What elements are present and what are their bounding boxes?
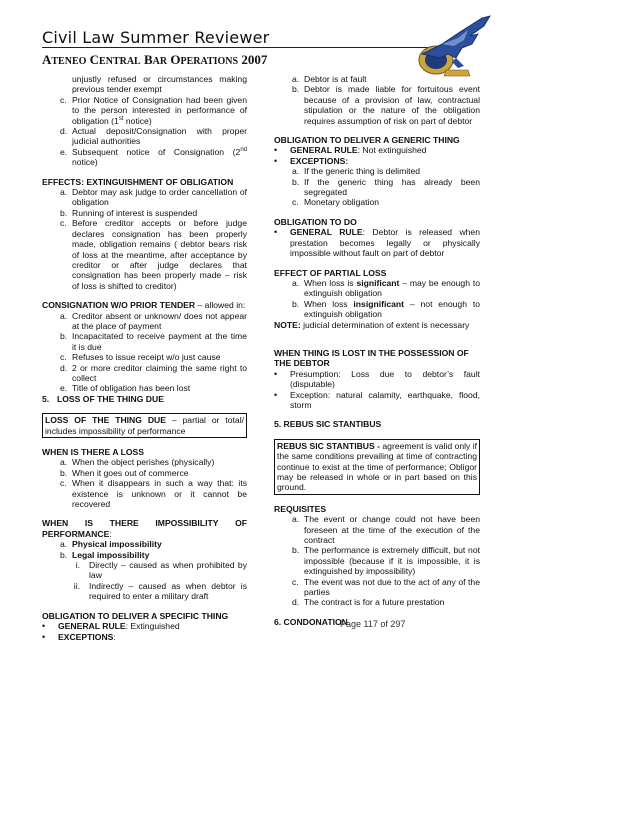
section-number-heading: 5. LOSS OF THE THING DUE xyxy=(42,393,164,404)
section-heading: 6. CONDONATION xyxy=(274,616,348,627)
bullet-item: • Exception: natural calamity, earthquake, flood, storm xyxy=(274,389,480,410)
section-heading-cont: PERFORMANCE: xyxy=(42,528,112,539)
section-heading: CONSIGNATION W/O PRIOR TENDER – allowed in: xyxy=(42,300,246,311)
bullet-item: • EXCEPTIONS: xyxy=(42,631,116,642)
bullet-item: • GENERAL RULE: Not extinguished xyxy=(274,145,427,156)
list-item: b. Running of interest is suspended xyxy=(60,207,198,218)
list-item: a. Debtor may ask judge to order cancellation of obligation xyxy=(60,187,247,208)
definition-box: REBUS SIC STANTIBUS - agreement is valid only if the same conditions prevailing at time of contracting continue to exist at the time of performance; Obligor may be released in whole or in part based on this ground. xyxy=(274,439,480,495)
bullet-item: • GENERAL RULE: Extinguished xyxy=(42,621,180,632)
list-item: b. Legal impossibility xyxy=(60,549,150,560)
list-item: d. Actual deposit/Consignation with proper judicial authorities xyxy=(60,126,247,147)
list-item: a. When the object perishes (physically) xyxy=(60,457,215,468)
list-item: ii. Indirectly – caused as when debtor is required to enter a military draft xyxy=(73,580,247,602)
list-item: a. The event or change could not have been foreseen at the time of the execution of the contract xyxy=(292,514,480,546)
list-item: e. Title of obligation has been lost xyxy=(60,383,191,394)
section-heading: OBLIGATION TO DELIVER A SPECIFIC THING xyxy=(42,610,229,621)
list-item: c. Refuses to issue receipt w/o just cause xyxy=(60,352,221,363)
list-item: b. When it goes out of commerce xyxy=(60,467,189,478)
section-heading: OBLIGATION TO DO xyxy=(274,216,357,227)
section-heading: WHEN IS THERE IMPOSSIBILITY OF xyxy=(42,518,247,529)
definition-box: LOSS OF THE THING DUE – partial or total/ includes impossibility of performance xyxy=(42,413,247,438)
list-item: d. 2 or more creditor claiming the same right to collect xyxy=(60,362,247,383)
list-item: c. The event was not due to the act of any of the parties xyxy=(292,576,480,598)
section-heading: 5. REBUS SIC STANTIBUS xyxy=(274,419,382,430)
specific-list xyxy=(42,621,247,642)
reviewer-title: Civil Law Summer Reviewer xyxy=(42,28,270,47)
section-heading: EFFECTS: EXTINGUISHMENT OF OBLIGATION xyxy=(42,176,234,187)
note-text: NOTE: judicial determination of extent is necessary xyxy=(274,319,470,330)
list-item: unjustly refused or circumstances making previous tender exempt xyxy=(72,74,247,95)
list-item: b. Incapacitated to receive payment at the time it is due xyxy=(60,331,247,352)
eagle-emblem-icon xyxy=(412,14,496,80)
list-item: e. Subsequent notice of Consignation (2nd notice) xyxy=(60,146,247,168)
consignation-list xyxy=(42,311,247,394)
specific-exceptions-list xyxy=(274,74,480,126)
list-item: b. The performance is extremely difficult, but not impossible (because if it is impossible, it is extinguished by impossibility) xyxy=(292,545,480,577)
list-item: c. When it disappears in such a way that: its existence is unknown or it cannot be recovered xyxy=(60,478,247,510)
generic-exceptions-list xyxy=(274,166,480,208)
list-item: a. Debtor is at fault xyxy=(292,74,367,84)
left-column xyxy=(42,74,247,642)
requisites-list xyxy=(274,514,480,608)
list-item: c. Prior Notice of Consignation had been given to the person interested in performance of obligation (1st notice) xyxy=(60,94,247,126)
list-item: b. Debtor is made liable for fortuitous event because of a provision of law, contractual stipulation or the nature of the obligation requires assumption of risk on part of debtor xyxy=(292,84,480,126)
impossibility-list xyxy=(42,539,247,601)
section-heading: REQUISITES xyxy=(274,503,327,514)
list-item: d. The contract is for a future prestation xyxy=(292,597,445,608)
list-item: a. If the generic thing is delimited xyxy=(292,166,421,177)
effects-list xyxy=(42,187,247,291)
section-heading: WHEN IS THERE A LOSS xyxy=(42,447,145,457)
bullet-item: • EXCEPTIONS: xyxy=(274,155,349,166)
right-column xyxy=(274,74,480,627)
when-loss-list xyxy=(42,457,247,509)
bullet-item: • Presumption: Loss due to debtor’s fault (disputable) xyxy=(274,368,480,390)
list-item: b. If the generic thing has already been segregated xyxy=(292,176,480,198)
header-rule xyxy=(42,47,442,48)
list-item: i. Directly – caused as when prohibited by law xyxy=(75,560,247,581)
section-heading: OBLIGATION TO DELIVER A GENERIC THING xyxy=(274,135,460,146)
page-number: Page 117 of 297 xyxy=(340,619,406,629)
list-item: c. Before creditor accepts or before judge declares consignation has been properly made, obligation remains ( debtor bears risk of loss at the meantime, after acceptance by creditor or after judge declares that consignation has been properly made – risk of loss is shifted to creditor) xyxy=(60,218,247,291)
section-heading: EFFECT OF PARTIAL LOSS xyxy=(274,267,387,278)
list-item: c. Monetary obligation xyxy=(292,197,380,208)
header-subtitle: ATENEO CENTRAL BAR OPERATIONS 2007 xyxy=(42,52,268,67)
list-item: a. Creditor absent or unknown/ does not appear at the place of payment xyxy=(60,310,247,331)
list-item: b. When loss insignificant – not enough to extinguish obligation xyxy=(292,298,480,320)
bullet-item: • GENERAL RULE: Debtor is released when prestation becomes legally or physically impossible without fault on part of debtor xyxy=(274,227,480,259)
list-item: a. When loss is significant – may be enough to extinguish obligation xyxy=(292,277,480,299)
list-item: a. Physical impossibility xyxy=(60,539,162,550)
possession-list xyxy=(274,369,480,411)
section-heading: WHEN THING IS LOST IN THE POSSESSION OF THE DEBTOR xyxy=(274,347,469,369)
